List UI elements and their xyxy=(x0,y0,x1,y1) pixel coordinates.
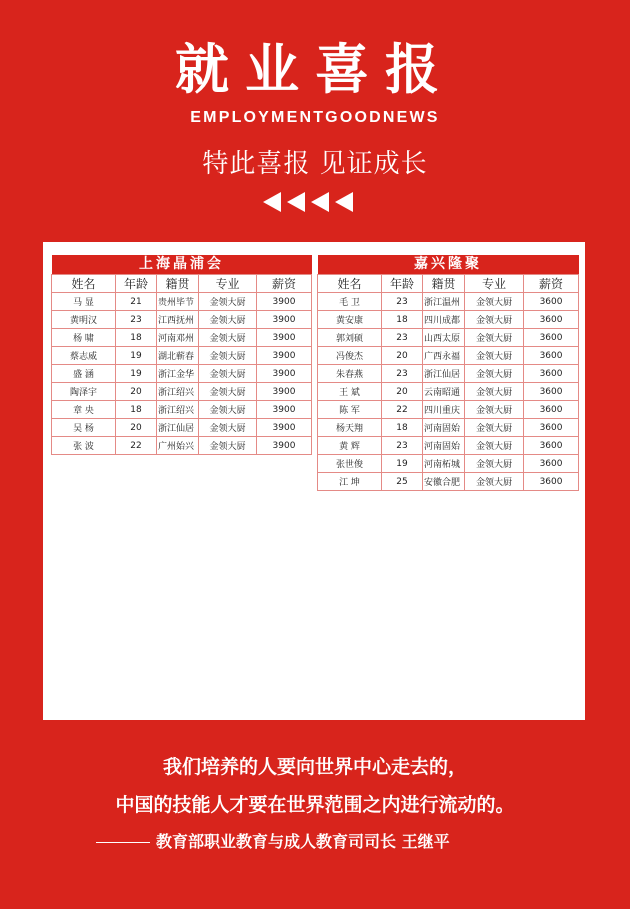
cell-salary: 3900 xyxy=(257,347,312,365)
cell-name: 章 央 xyxy=(52,401,116,419)
table-row xyxy=(318,347,579,365)
cell-major: 金领大厨 xyxy=(199,383,257,401)
cell-major: 金领大厨 xyxy=(199,311,257,329)
table-group-title: 嘉兴隆聚 xyxy=(318,255,579,275)
cell-name: 杨天翔 xyxy=(318,419,382,437)
cell-name: 马 显 xyxy=(52,293,116,311)
cell-native: 河南固始 xyxy=(423,419,465,437)
cell-salary: 3600 xyxy=(524,365,579,383)
cell-native: 贵州毕节 xyxy=(157,293,199,311)
cell-age: 21 xyxy=(116,293,157,311)
table-row xyxy=(52,419,312,437)
cell-native: 浙江金华 xyxy=(157,365,199,383)
employment-table-left xyxy=(51,255,312,455)
cell-major: 金领大厨 xyxy=(465,347,524,365)
cell-salary: 3900 xyxy=(257,383,312,401)
cell-major: 金领大厨 xyxy=(465,437,524,455)
cell-name: 黄明汉 xyxy=(52,311,116,329)
cell-name: 张 波 xyxy=(52,437,116,455)
cell-name: 江 坤 xyxy=(318,473,382,491)
cell-salary: 3600 xyxy=(524,347,579,365)
cell-major: 金领大厨 xyxy=(199,347,257,365)
column-header-native: 籍贯 xyxy=(157,275,199,293)
column-header-name: 姓名 xyxy=(318,275,382,293)
table-row xyxy=(318,293,579,311)
cell-name: 王 斌 xyxy=(318,383,382,401)
cell-salary: 3900 xyxy=(257,293,312,311)
column-header-age: 年龄 xyxy=(382,275,423,293)
left-arrow-icon xyxy=(287,192,305,212)
table-row xyxy=(52,347,312,365)
cell-age: 23 xyxy=(382,437,423,455)
cell-major: 金领大厨 xyxy=(199,401,257,419)
cell-age: 20 xyxy=(382,383,423,401)
cell-name: 陶泽宇 xyxy=(52,383,116,401)
cell-age: 22 xyxy=(382,401,423,419)
cell-age: 25 xyxy=(382,473,423,491)
cell-salary: 3900 xyxy=(257,329,312,347)
cell-major: 金领大厨 xyxy=(465,311,524,329)
cell-salary: 3900 xyxy=(257,365,312,383)
cell-salary: 3600 xyxy=(524,473,579,491)
table-row xyxy=(52,437,312,455)
column-header-major: 专业 xyxy=(465,275,524,293)
left-arrow-icon xyxy=(335,192,353,212)
cell-salary: 3600 xyxy=(524,311,579,329)
column-header-name: 姓名 xyxy=(52,275,116,293)
table-row xyxy=(52,329,312,347)
cell-native: 河南固始 xyxy=(423,437,465,455)
cell-native: 浙江仙居 xyxy=(157,419,199,437)
cell-salary: 3900 xyxy=(257,419,312,437)
cell-native: 广西永福 xyxy=(423,347,465,365)
attribution-text: 教育部职业教育与成人教育司司长 王继平 xyxy=(156,832,450,851)
cell-major: 金领大厨 xyxy=(199,329,257,347)
cell-native: 安徽合肥 xyxy=(423,473,465,491)
left-arrow-icon xyxy=(263,192,281,212)
cell-major: 金领大厨 xyxy=(465,329,524,347)
cell-name: 朱春燕 xyxy=(318,365,382,383)
cell-major: 金领大厨 xyxy=(465,293,524,311)
cell-name: 盛 涵 xyxy=(52,365,116,383)
cell-salary: 3600 xyxy=(524,383,579,401)
cell-native: 四川成都 xyxy=(423,311,465,329)
cell-age: 18 xyxy=(116,329,157,347)
table-row xyxy=(318,473,579,491)
table-row xyxy=(318,437,579,455)
cell-native: 广州始兴 xyxy=(157,437,199,455)
cell-age: 23 xyxy=(382,365,423,383)
column-header-salary: 薪资 xyxy=(524,275,579,293)
cell-name: 杨 啸 xyxy=(52,329,116,347)
cell-name: 毛 卫 xyxy=(318,293,382,311)
column-header-salary: 薪资 xyxy=(257,275,312,293)
cell-age: 23 xyxy=(382,293,423,311)
cell-age: 20 xyxy=(382,347,423,365)
left-arrow-icon xyxy=(311,192,329,212)
quote-line-2: 中国的技能人才要在世界范围之内进行流动的。 xyxy=(115,794,515,816)
cell-native: 浙江绍兴 xyxy=(157,383,199,401)
table-row xyxy=(318,365,579,383)
column-header-major: 专业 xyxy=(199,275,257,293)
cell-major: 金领大厨 xyxy=(465,401,524,419)
poster-title: 就业喜报 xyxy=(175,38,455,101)
cell-name: 冯俊杰 xyxy=(318,347,382,365)
table-row xyxy=(318,401,579,419)
cell-age: 18 xyxy=(382,311,423,329)
cell-major: 金领大厨 xyxy=(465,473,524,491)
cell-salary: 3600 xyxy=(524,419,579,437)
cell-name: 黄安康 xyxy=(318,311,382,329)
table-row xyxy=(318,455,579,473)
cell-major: 金领大厨 xyxy=(199,293,257,311)
cell-age: 20 xyxy=(116,383,157,401)
cell-native: 湖北蕲春 xyxy=(157,347,199,365)
cell-salary: 3600 xyxy=(524,455,579,473)
cell-age: 19 xyxy=(116,347,157,365)
cell-native: 河南邓州 xyxy=(157,329,199,347)
cell-major: 金领大厨 xyxy=(465,365,524,383)
arrows-decoration xyxy=(263,192,353,212)
quote-attribution xyxy=(96,829,450,852)
cell-age: 23 xyxy=(116,311,157,329)
cell-major: 金领大厨 xyxy=(465,419,524,437)
cell-major: 金领大厨 xyxy=(465,383,524,401)
cell-age: 18 xyxy=(382,419,423,437)
table-row xyxy=(318,383,579,401)
cell-major: 金领大厨 xyxy=(465,455,524,473)
cell-native: 河南柘城 xyxy=(423,455,465,473)
employment-table-right xyxy=(317,255,579,491)
cell-salary: 3600 xyxy=(524,293,579,311)
quote-line-1: 我们培养的人要向世界中心走去的， xyxy=(162,756,467,778)
cell-native: 浙江温州 xyxy=(423,293,465,311)
table-row xyxy=(52,383,312,401)
cell-salary: 3900 xyxy=(257,437,312,455)
cell-salary: 3900 xyxy=(257,311,312,329)
cell-native: 四川重庆 xyxy=(423,401,465,419)
cell-age: 19 xyxy=(382,455,423,473)
cell-age: 18 xyxy=(116,401,157,419)
column-header-native: 籍贯 xyxy=(423,275,465,293)
cell-major: 金领大厨 xyxy=(199,365,257,383)
cell-age: 22 xyxy=(116,437,157,455)
cell-name: 吴 杨 xyxy=(52,419,116,437)
table-row xyxy=(52,311,312,329)
poster-subtitle-en: EMPLOYMENTGOODNEWS xyxy=(190,109,440,126)
cell-age: 19 xyxy=(116,365,157,383)
cell-major: 金领大厨 xyxy=(199,437,257,455)
cell-name: 黄 辉 xyxy=(318,437,382,455)
cell-native: 浙江仙居 xyxy=(423,365,465,383)
table-row xyxy=(318,311,579,329)
table-row xyxy=(52,365,312,383)
employment-panel xyxy=(43,242,585,720)
dash-divider xyxy=(96,842,150,843)
cell-salary: 3600 xyxy=(524,401,579,419)
cell-name: 张世俊 xyxy=(318,455,382,473)
cell-native: 江西抚州 xyxy=(157,311,199,329)
cell-native: 山西太原 xyxy=(423,329,465,347)
cell-salary: 3900 xyxy=(257,401,312,419)
table-row xyxy=(52,401,312,419)
cell-major: 金领大厨 xyxy=(199,419,257,437)
cell-native: 浙江绍兴 xyxy=(157,401,199,419)
table-group-title: 上海晶浦会 xyxy=(52,255,312,275)
table-row xyxy=(318,419,579,437)
table-row xyxy=(318,329,579,347)
poster-slogan: 特此喜报 见证成长 xyxy=(202,149,428,179)
cell-name: 陈 军 xyxy=(318,401,382,419)
column-header-age: 年龄 xyxy=(116,275,157,293)
cell-salary: 3600 xyxy=(524,329,579,347)
cell-age: 20 xyxy=(116,419,157,437)
cell-name: 郭刘硕 xyxy=(318,329,382,347)
cell-native: 云南昭通 xyxy=(423,383,465,401)
cell-salary: 3600 xyxy=(524,437,579,455)
table-row xyxy=(52,293,312,311)
cell-age: 23 xyxy=(382,329,423,347)
cell-name: 蔡志威 xyxy=(52,347,116,365)
